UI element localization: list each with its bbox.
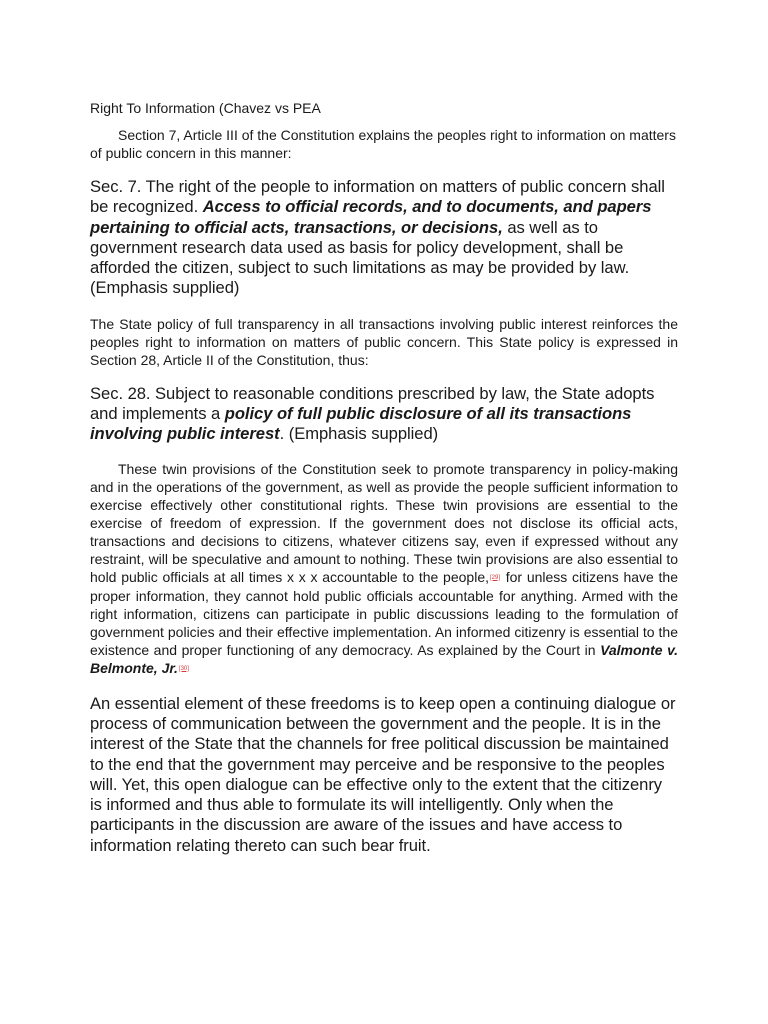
- section-7-text-end: as well as to government research data used as basis for policy development, shall be afforded the citizen, subject to such limitations as may be provided by law. (Emphasis supplied): [90, 217, 630, 298]
- footnote-link-30[interactable]: [30]: [178, 665, 189, 672]
- section-28-text-end: . (Emphasis supplied): [279, 424, 439, 444]
- footnote-link-29[interactable]: [29]: [490, 574, 501, 581]
- case-name: Valmonte v. Belmonte, Jr.: [90, 641, 678, 676]
- twin-provisions-paragraph: [90, 460, 678, 678]
- section-28-emphasis: policy of full public disclosure of all its transactions involving public interest: [90, 404, 632, 444]
- section-7-emphasis: Access to official records, and to documents, and papers pertaining to official acts, transactions, or decisions,: [90, 197, 652, 237]
- document-title: Right To Information (Chavez vs PEA: [90, 100, 321, 116]
- twin-provisions-text: These twin provisions of the Constitution seek to promote transparency in policy-making and in the operations of the government, as well as provide the people sufficient information to exercise effectively other constitutional rights. These twin provisions are essential to the exercise of freedom of expression. If the government does not disclose its official acts, transactions and decisions to citizens, whatever citizens say, even if expressed without any restraint, will be speculative and amount to nothing. These twin provisions are also essential to hold public officials at all times x x x accountable to the people,: [90, 460, 678, 585]
- section-7-text: Sec. 7. The right of the people to information on matters of public concern shall be recognized.: [90, 177, 665, 217]
- valmonte-quote: An essential element of these freedoms is to keep open a continuing dialogue or process of communication between the government and the people. It is in the interest of the State that the channels for free political discussion be maintained to the end that the government may perceive and be responsive to the peoples will. Yet, this open dialogue can be effective only to the extent that the citizenry is informed and thus able to formulate its will intelligently. Only when the participants in the discussion are aware of the issues and have access to information relating thereto can such bear fruit.: [90, 693, 676, 855]
- intro-paragraph: Section 7, Article III of the Constitution explains the peoples right to information on matters of public concern in this manner:: [90, 127, 676, 161]
- document-page: [90, 100, 678, 856]
- twin-provisions-text-cont: for unless citizens have the proper information, they cannot hold public officials accountable for anything. Armed with the right information, citizens can participate in public discussions leading to the formulation of government policies and their effective implementation. An informed citizenry is essential to the existence and proper functioning of any democracy. As explained by the Court in: [90, 568, 678, 658]
- state-policy-paragraph: The State policy of full transparency in all transactions involving public interest reinforces the peoples right to information on matters of public concern. This State policy is expressed in Section 28, Article II of the Constitution, thus:: [90, 315, 678, 368]
- section-28-text: Sec. 28. Subject to reasonable conditions prescribed by law, the State adopts and implements a: [90, 383, 655, 424]
- section-7-quote: [90, 177, 678, 299]
- section-28-quote: [90, 384, 678, 445]
